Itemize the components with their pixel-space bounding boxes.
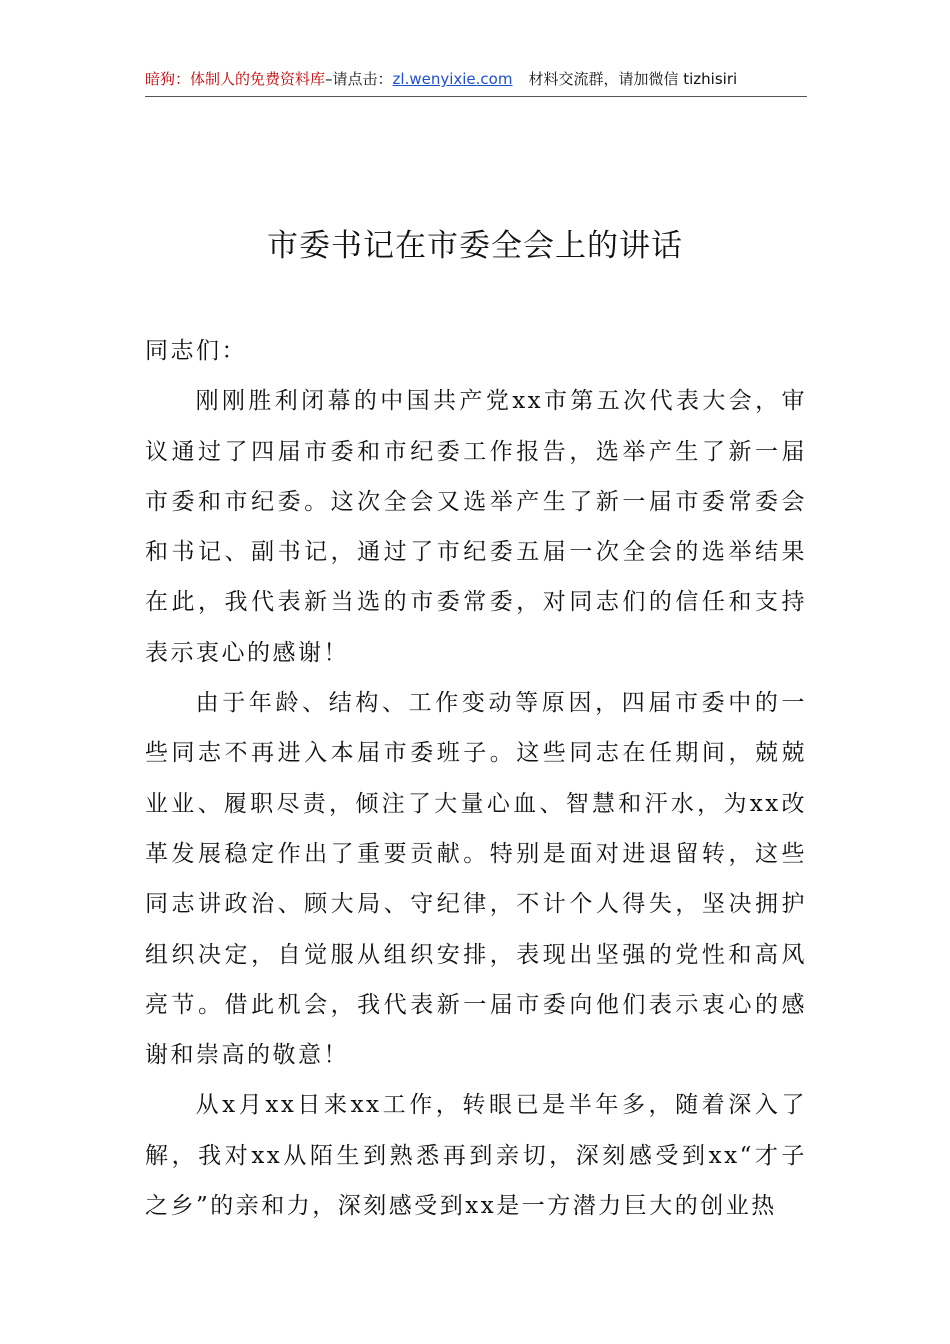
document-title: 市委书记在市委全会上的讲话 xyxy=(267,228,683,264)
header-note: 材料交流群，请加微信 tizhisiri xyxy=(528,70,738,88)
paragraph: 从x月xx日来xx工作，转眼已是半年多，随着深入了解，我对xx从陌生到熟悉再到亲切，深刻感受到xx“才子之乡”的亲和力，深刻感受到xx是一方潜力巨大的创业热 xyxy=(145,1092,807,1220)
paragraph: 刚刚胜利闭幕的中国共产党xx市第五次代表大会，审议通过了四届市委和市纪委工作报告，选举产生了新一届市委和市纪委。这次全会又选举产生了新一届市委常委会和书记、副书记，通过了市纪委五届一次全会的选举结果在此，我代表新当选的市委常委，对同志们的信任和支持表示衷心的感谢！ xyxy=(145,388,807,666)
salutation: 同志们： xyxy=(145,338,247,364)
page-header xyxy=(145,66,807,97)
document-body xyxy=(145,326,807,1231)
paragraph: 由于年龄、结构、工作变动等原因，四届市委中的一些同志不再进入本届市委班子。这些同志在任期间，兢兢业业、履职尽责，倾注了大量心血、智慧和汗水，为xx改革发展稳定作出了重要贡献。特别是面对进退留转，这些同志讲政治、顾大局、守纪律，不计个人得失，坚决拥护组织决定，自觉服从组织安排，表现出坚强的党性和高风亮节。借此机会，我代表新一届市委向他们表示衷心的感谢和崇高的敬意！ xyxy=(145,690,807,1069)
header-brand: 暗狗：体制人的免费资料库 xyxy=(145,70,326,88)
header-prompt: –请点击： xyxy=(325,70,393,88)
header-link[interactable]: zl.wenyixie.com xyxy=(392,70,513,88)
